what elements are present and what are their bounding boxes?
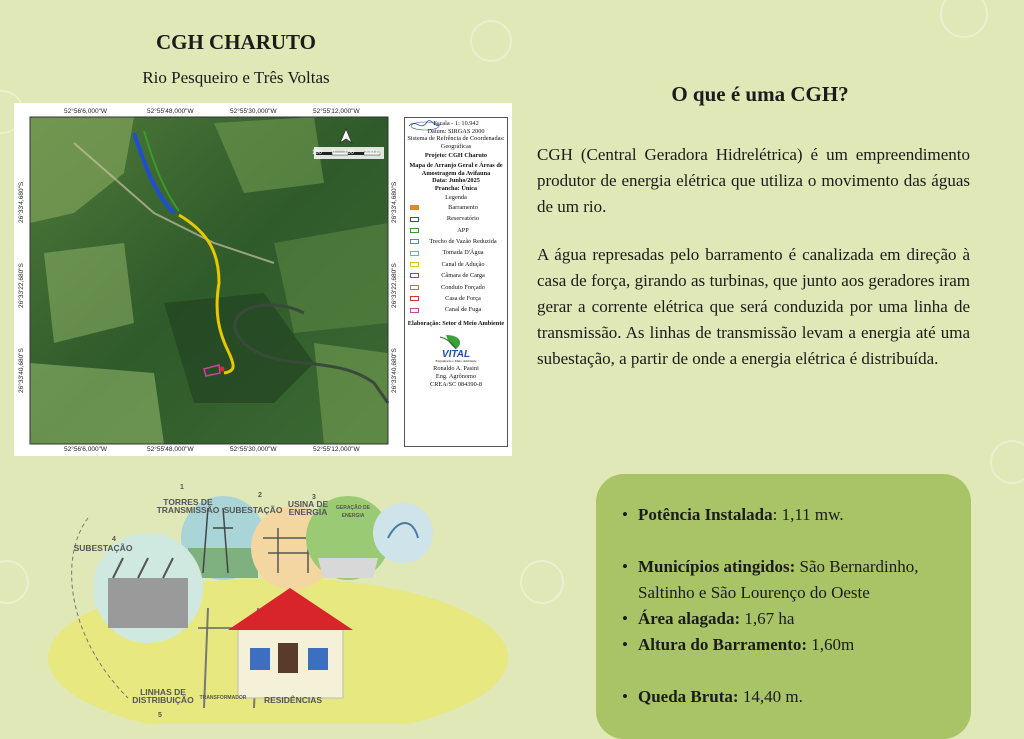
legend-swatch [410,296,419,301]
legend-item [405,202,507,213]
illus-label: USINA DE ENERGIA [287,499,329,517]
signature-icon [405,118,445,132]
legend-item [405,259,507,270]
about-paragraph-2: A água represadas pelo barramento é canalizada em direção à casa de força, girando as turbinas, que junto aos geradores iram gerar a corrente elétrica que será conduzida por uma linha de transmissão. As linhas de transmissão levam a energia até uma subestação, a partir de onde a energia elétrica é distribuída. [537,245,970,368]
vital-logo [426,333,486,364]
page-subtitle: Rio Pesqueiro e Três Voltas [142,68,330,87]
energy-illustration [28,478,588,724]
coord-right: 26°33'22,680"S [391,263,398,308]
page-title: CGH CHARUTO [155,30,317,54]
coord-right: 26°33'4,680"S [391,181,398,223]
logo-sub: Engenharia e Meio Ambiente [435,359,477,364]
legend-swatch [410,228,419,233]
illus-number: 2 [258,492,262,499]
map-sheet: Prancha: Única [434,184,478,192]
coord-bottom: 52°56'6,000"W [64,446,108,453]
legend-item-label: Reservatório [446,215,480,223]
legend-item-label: Conduto Forçado [441,283,485,291]
info-municipalities-value: São Bernardinho, Saltinho e São Lourenço do Oeste [638,557,919,602]
coord-right: 26°33'40,680"S [391,348,398,393]
illus-number: 5 [158,712,162,719]
coord-left: 26°33'40,680"S [18,348,25,393]
illus-label: LINHAS DE DISTRIBUIÇÃO [132,687,194,705]
legend-items [405,202,507,316]
coord-bottom: 52°55'48,000"W [147,446,194,453]
illus-label: TRANSFORMADOR [199,695,247,701]
illus-label: SUBESTAÇÃO [223,505,283,515]
about-heading: O que é uma CGH? [671,82,849,106]
coord-left: 26°33'22,680"S [18,263,25,308]
info-flooded-label: Área alagada: [638,609,741,628]
coord-bottom: 52°55'12,000"W [313,446,360,453]
legend-item [405,213,507,224]
coord-left: 26°33'4,680"S [18,181,25,223]
info-municipalities [618,554,958,606]
map-project: Projeto: CGH Charuto [424,152,488,160]
map-legend [404,117,508,447]
illus-number: 3 [312,494,316,501]
legend-swatch [410,262,419,267]
legend-item-label: APP [457,226,469,234]
legend-item-label: Barramento [448,203,478,211]
legend-item [405,236,507,247]
legend-swatch [410,217,419,222]
map-datum: Datum: SIRGAS 2000 [427,127,485,135]
map-scale: Escala - 1: 10.942 [433,120,479,127]
info-power-label: Potência Instalada [638,505,773,524]
legend-swatch [410,273,419,278]
illus-label: TORRES DE TRANSMISSÃO [156,497,220,515]
info-power [618,502,958,528]
bg-circle [0,560,29,604]
legend-item-label: Trecho de Vazão Reduzida [429,238,497,245]
legend-item [405,293,507,304]
map-title: Mapa de Arranjo Geral e Áreas de Amostragem da Avifauna [409,161,503,177]
legend-title: Legenda [445,194,467,202]
coord-bottom: 52°55'30,000"W [230,446,277,453]
coord-top: 52°55'12,000"W [313,108,360,115]
legend-swatch [410,251,419,256]
scale-label: 0 [332,150,336,156]
info-dam-height-label: Altura do Barramento: [638,635,808,654]
about-paragraph-1: CGH (Central Geradora Hidrelétrica) é um empreendimento produtor de energia elétrica que utiliza o movimento das águas de um rio. [537,145,970,216]
legend-item [405,225,507,236]
info-flooded-value: 1,67 ha [740,609,795,628]
bg-circle [470,20,512,62]
bg-circle [990,440,1024,484]
legend-item-label: Canal de Fuga [444,306,482,314]
info-gross-head-label: Queda Bruta: [638,687,739,706]
legend-item [405,304,507,315]
illus-number: 4 [112,536,116,543]
legend-swatch [410,285,419,290]
logo-text: VITAL [441,349,471,361]
illus-number: 1 [180,484,184,491]
coord-top: 52°55'48,000"W [147,108,194,115]
signer-role: Eng. Agrônomo [435,373,477,381]
signer-crea: CREA/SC 084390-8 [430,380,482,388]
info-gross-head-value: 14,40 m. [738,687,803,706]
prepared-by: Elaboração: Setor d Meio Ambiente [407,319,505,327]
legend-swatch [410,308,419,313]
map-date: Data: Junho/2025 [432,177,480,185]
map-system: Sistema de Refrência de Coordenadas: Geográficas [407,135,505,150]
info-dam-height-value: 1,60m [807,635,855,654]
bg-circle [940,0,988,38]
legend-item [405,248,507,259]
coord-top: 52°56'6,000"W [64,108,108,115]
legend-item-label: Tomada D'Água [442,249,484,257]
illus-label: GERAÇÃO DE ENERGIA [336,505,370,519]
illus-label: RESIDÊNCIAS [263,695,323,705]
illus-label: SUBESTAÇÃO [73,543,133,553]
info-panel [596,474,971,739]
info-list [618,502,958,710]
signer-name: Ronaldo A. Pasini [433,365,479,373]
info-gross-head [618,684,958,710]
scale-label: 100 [344,150,355,156]
coord-top: 52°55'30,000"W [230,108,277,115]
legend-item-label: Casa de Força [445,294,481,302]
legend-swatch [410,205,419,210]
info-flooded-area [618,606,958,632]
info-power-value: : 1,11 mw. [772,505,844,524]
legend-swatch [410,239,419,244]
legend-item [405,270,507,281]
scale-label: 100 [312,150,323,156]
info-dam-height [618,632,958,658]
legend-item-label: Canal de Adução [441,260,485,268]
legend-item-label: Câmara de Carga [441,272,485,280]
site-map [14,103,512,456]
legend-item [405,282,507,293]
info-municipalities-label: Municípios atingidos: [638,557,796,576]
scale-label: 200 m [364,150,381,156]
